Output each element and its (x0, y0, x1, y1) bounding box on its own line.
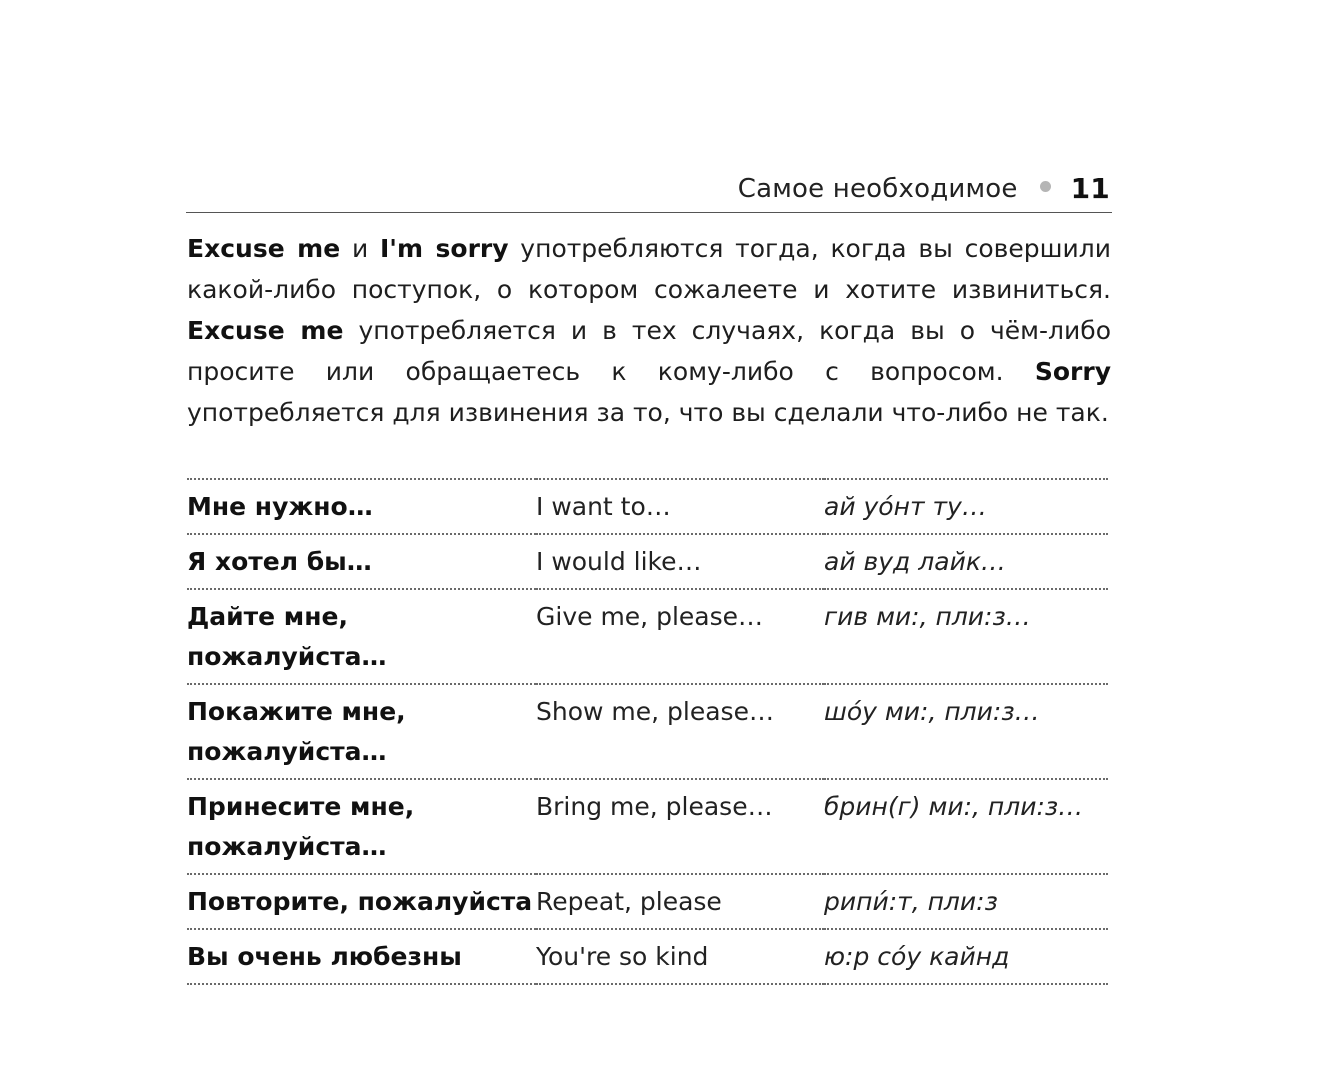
transcription: ай вуд лайк… (824, 534, 1108, 589)
transcription: гив ми:, пли:з… (824, 589, 1108, 684)
english-phrase: I would like… (536, 534, 824, 589)
section-title: Самое необходимое (737, 173, 1018, 204)
english-phrase: I want to… (536, 479, 824, 534)
russian-phrase: Покажите мне, пожалуйста… (187, 684, 536, 779)
intro-text: употребляются тогда, когда вы совершили какой-либо поступок, о котором сожалеете и хотите извиниться. (187, 234, 1111, 304)
transcription: ю:р сóу кайнд (824, 929, 1108, 984)
table-row (187, 874, 1108, 929)
russian-phrase: Повторите, пожалуйста (187, 874, 536, 929)
table-row (187, 684, 1108, 779)
intro-text: и (340, 234, 380, 263)
intro-text: употребляется для извинения за то, что вы сделали что-либо не так. (187, 398, 1109, 427)
russian-phrase: Я хотел бы… (187, 534, 536, 589)
russian-phrase: Принесите мне, пожалуйста… (187, 779, 536, 874)
russian-phrase: Вы очень любезны (187, 929, 536, 984)
table-row (187, 479, 1108, 534)
phrase-table (187, 478, 1108, 985)
russian-phrase: Мне нужно… (187, 479, 536, 534)
bullet-dot-icon (1040, 181, 1051, 192)
table-row (187, 929, 1108, 984)
header-content (738, 172, 1110, 205)
intro-bold-term: Excuse me (187, 234, 341, 263)
russian-phrase: Дайте мне, пожалуйста… (187, 589, 536, 684)
english-phrase: Bring me, please… (536, 779, 824, 874)
intro-bold-term: Sorry (1034, 357, 1111, 386)
table-row (187, 589, 1108, 684)
english-phrase: Give me, please… (536, 589, 824, 684)
table-row (187, 779, 1108, 874)
transcription: рипи́:т, пли:з (824, 874, 1108, 929)
page-number: 11 (1070, 172, 1110, 205)
english-phrase: Show me, please… (536, 684, 824, 779)
running-header (186, 166, 1112, 213)
table-row (187, 534, 1108, 589)
english-phrase: You're so kind (536, 929, 824, 984)
intro-text: употребляется и в тех случаях, когда вы о чём-либо просите или обращаетесь к кому-либо с вопросом. (187, 316, 1111, 386)
transcription: шóу ми:, пли:з… (824, 684, 1108, 779)
intro-paragraph (187, 228, 1111, 433)
transcription: брин(г) ми:, пли:з… (824, 779, 1108, 874)
intro-bold-term: I'm sorry (379, 234, 509, 263)
intro-bold-term: Excuse me (187, 316, 344, 345)
phrase-table-body (187, 479, 1108, 984)
transcription: ай уóнт ту… (824, 479, 1108, 534)
english-phrase: Repeat, please (536, 874, 824, 929)
